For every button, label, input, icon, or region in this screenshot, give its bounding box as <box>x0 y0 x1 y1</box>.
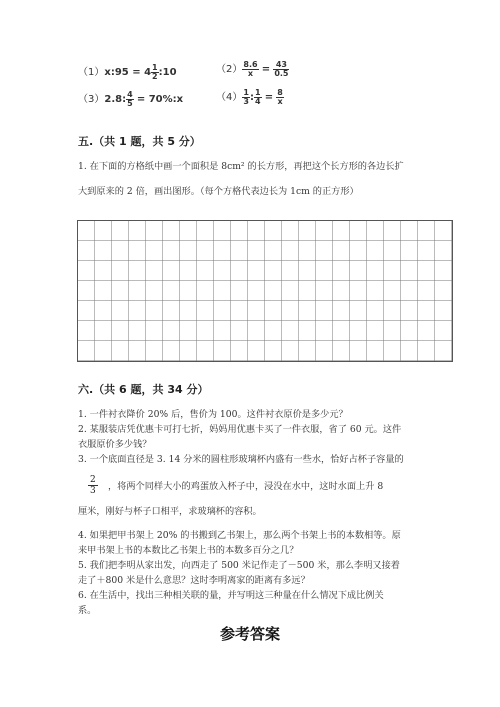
equation-2: （2） $\frac{8.6}{x}$ = $\frac{43}{0.5}$ <box>216 59 289 78</box>
section6-q4-line1: 4. 如果把甲书架上 20% 的书搬到乙书架上，那么两个书架上书的本数相等。原 <box>78 530 401 541</box>
section6-q3-fraction: 2 3 <box>90 475 96 496</box>
equation-1: （1）x:95 = 4 $\frac{1}{2}$ :10 <box>78 62 177 81</box>
section6-q6-line2: 系。 <box>78 605 97 616</box>
equation-3: （3）2.8: $\frac{4}{5}$ = 70%:x <box>78 89 184 108</box>
section6-q4-line2: 来甲书架上书的本数比乙书架上书的本数多百分之几？ <box>78 545 299 556</box>
graph-paper-grid[interactable] <box>77 220 453 362</box>
section5-question-line1: 1. 在下面的方格纸中画一个面积是 8cm² 的长方形，再把这个长方形的各边长扩 <box>78 161 404 172</box>
answers-title: 参考答案 <box>219 625 280 643</box>
section6-q5-line1: 5. 我们把李明从家出发，向西走了 500 米记作走了－500 米，那么李明又接着 <box>78 560 400 571</box>
section5-heading: 五.（共 1 题，共 5 分） <box>78 135 201 148</box>
section5-question-line2: 大到原来的 2 倍，画出图形。（每个方格代表边长为 1cm 的正方形） <box>78 186 359 197</box>
section6-q3-line3: 厘米，刚好与杯子口相平，求玻璃杯的容积。 <box>78 506 262 517</box>
section6-q3-line1: 3. 一个底面直径是 3. 14 分米的圆柱形玻璃杯内盛有一些水，恰好占杯子容量的 <box>78 454 404 465</box>
section6-heading: 六.（共 6 题，共 34 分） <box>78 383 209 396</box>
section6-q5-line2: 走了＋800 米是什么意思？这时李明离家的距离有多远？ <box>78 575 310 586</box>
section6-q1: 1. 一件衬衣降价 20% 后，售价为 100。这件衬衣原价是多少元？ <box>78 409 348 420</box>
section6-q2-line1: 2. 某服装店凭优惠卡可打七折，妈妈用优惠卡买了一件衣服，省了 60 元。这件 <box>78 424 402 435</box>
equation-4: （4） $\frac{1}{3}$ : $\frac{1}{4}$ = $\frac{8}{x}$ <box>216 87 283 106</box>
section6-q2-line2: 衣服原价多少钱？ <box>78 439 152 450</box>
section6-q3-line2: ，将两个同样大小的鸡蛋放入杯子中，浸没在水中，这时水面上升 8 <box>108 481 384 492</box>
section6-q6-line1: 6. 在生活中，找出三种相关联的量，并写明这三种量在什么情况下成比例关 <box>78 590 384 601</box>
